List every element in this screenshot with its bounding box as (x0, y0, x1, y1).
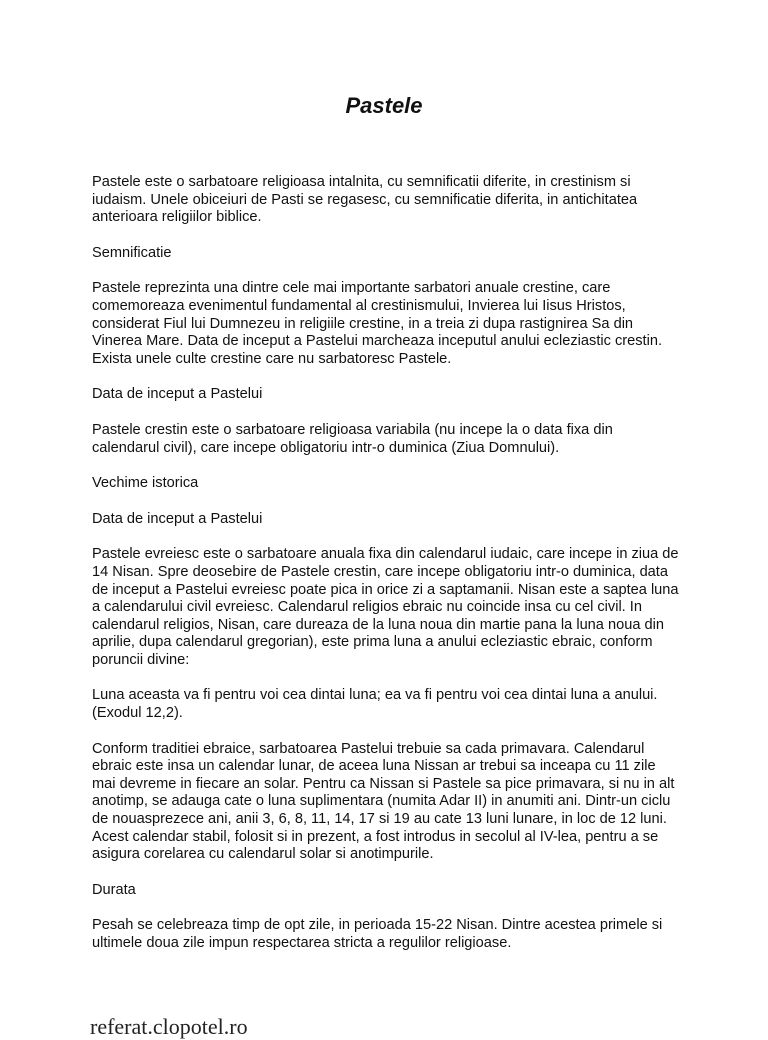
footer-watermark: referat.clopotel.ro (90, 1014, 248, 1039)
document-body (92, 174, 682, 971)
body-paragraph: Pastele reprezinta una dintre cele mai importante sarbatori anuale crestine, care comemoreaza evenimentul fundamental al crestinismului, Invierea lui Iisus Hristos, considerat Fiul lui Dumnezeu in religiile crestine, in a treia zi dupa rastignirea Sa din Vinerea Mare. Data de inceput a Pastelui marcheaza inceputul anului ecleziastic crestin. Exista unele culte crestine care nu sarbatoresc Pastele. (92, 280, 663, 367)
body-paragraph: Pastele evreiesc este o sarbatoare anuala fixa din calendarul iudaic, care incepe in ziua de 14 Nisan. Spre deosebire de Pastele crestin, care incepe obligatoriu intr-o duminica, data de inceput a Pastelui evreiesc poate pica in orice zi a saptamanii. Nisan este a saptea luna a calendarului civil evreiesc. Calendarul religios ebraic nu coincide insa cu cel civil. In calendarul religios, Nisan, care dureaza de la luna noua din martie pana la luna noua din aprilie, dupa calendarul gregorian), este prima luna a anului ecleziastic ebraic, conform poruncii divine: (92, 546, 679, 668)
body-paragraph: Pastele crestin este o sarbatoare religioasa variabila (nu incepe la o data fixa din calendarul civil), care incepe obligatoriu intr-o duminica (Ziua Domnului). (92, 421, 613, 456)
page-title: Pastele (345, 93, 423, 118)
body-paragraph: Conform traditiei ebraice, sarbatoarea Pastelui trebuie sa cada primavara. Calendarul ebraic este insa un calendar lunar, de aceea luna Nissan ar trebui sa inceapa cu 11 zile mai devreme in fiecare an solar. Pentru ca Nissan si Pastele sa pice primavara, si nu in alt anotimp, se adauga cate o luna suplimentara (numita Adar II) in anumiti ani. Dintr-un ciclu de nouasprezece ani, anii 3, 6, 8, 11, 14, 17 si 19 au cate 13 luni lunare, in loc de 12 luni. Acest calendar stabil, folosit si in prezent, a fost introdus in secolul al IV-lea, pentru a se asigura corelarea cu calendarul solar si anotimpurile. (92, 740, 675, 863)
section-heading: Semnificatie (92, 244, 172, 261)
intro-paragraph: Pastele este o sarbatoare religioasa intalnita, cu semnificatii diferite, in crestinism si iudaism. Unele obiceiuri de Pasti se regasesc, cu semnificatie diferita, in antichitatea anterioara religiilor biblice. (92, 174, 638, 226)
quote-paragraph: Luna aceasta va fi pentru voi cea dintai luna; ea va fi pentru voi cea dintai luna a anului. (Exodul 12,2). (92, 687, 658, 722)
body-paragraph: Pesah se celebreaza timp de opt zile, in perioada 15-22 Nisan. Dintre acestea primele si ultimele doua zile impun respectarea stricta a regulilor religioase. (92, 917, 663, 951)
section-heading: Data de inceput a Pastelui (92, 386, 263, 403)
section-heading: Vechime istorica (92, 475, 199, 492)
section-heading: Data de inceput a Pastelui (92, 510, 263, 527)
section-heading: Durata (92, 881, 136, 898)
